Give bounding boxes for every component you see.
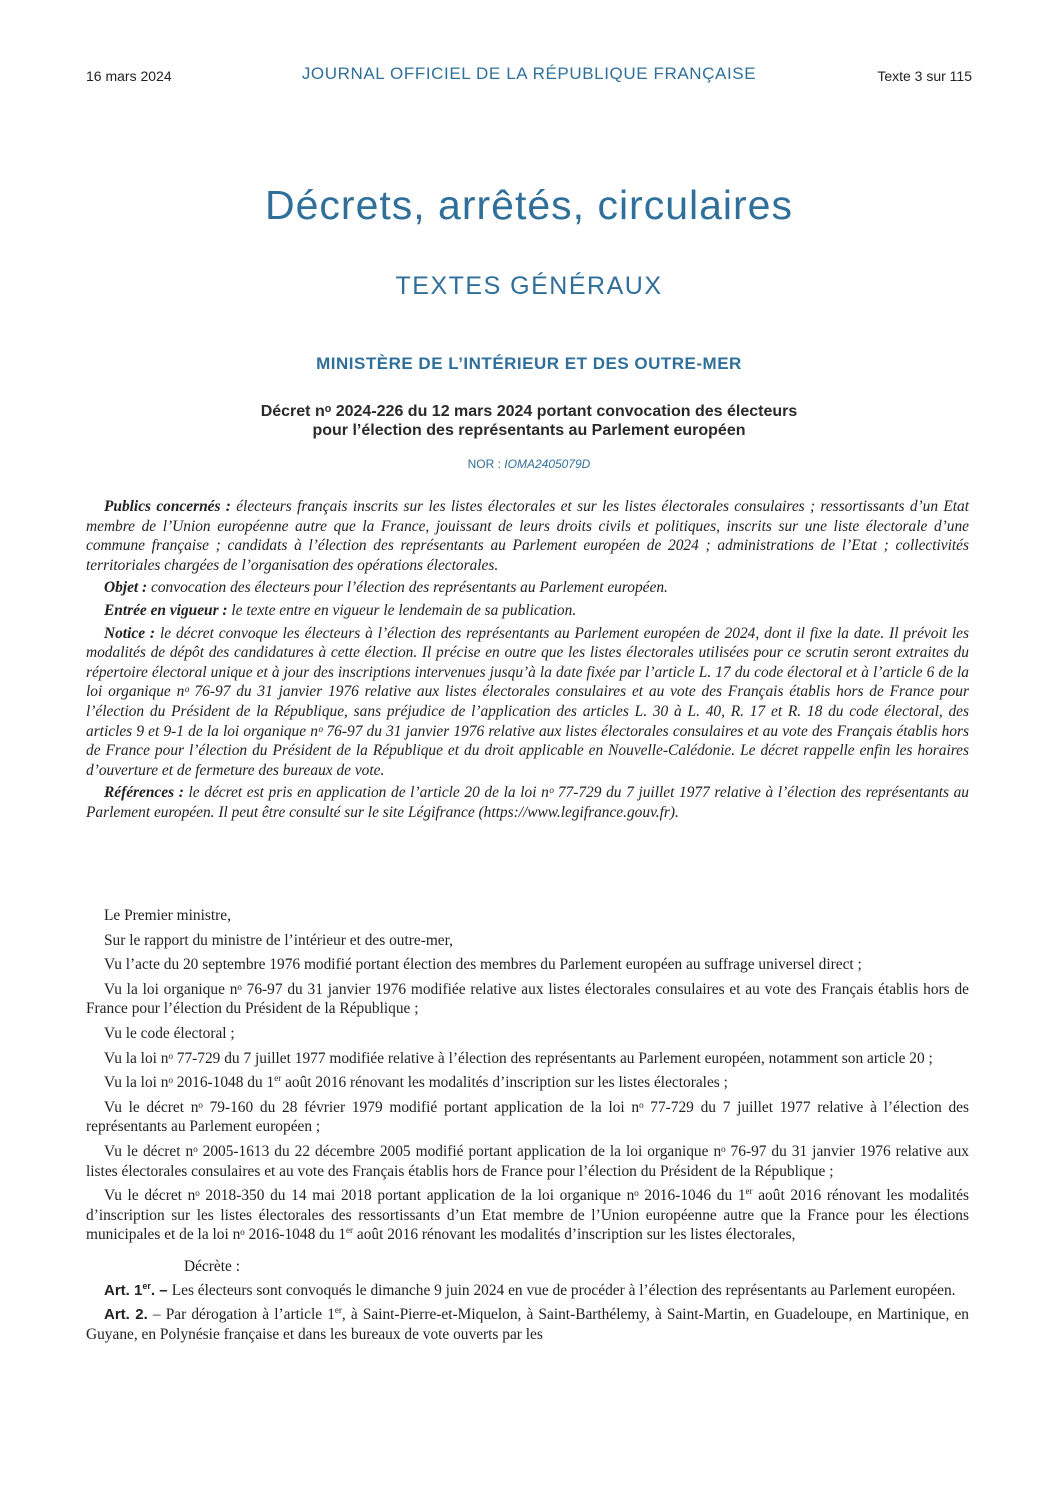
visa-5-text-a: Vu la loi nᵒ 2016-1048 du 1 (104, 1074, 275, 1092)
header-text-number: Texte 3 sur 115 (877, 68, 972, 84)
article-1-dash: . – (150, 1281, 172, 1299)
visa-8-text-a: Vu le décret nᵒ 2018-350 du 14 mai 2018 portant application de la loi organique nᵒ 2016-1046 du 1 (104, 1187, 746, 1205)
article-2-label: Art. 2. (104, 1306, 148, 1324)
notice-references-label: Références : (104, 784, 184, 802)
decree-title (150, 402, 908, 440)
visa-8-text-c: août 2016 rénovant les modalités d’inscription sur les listes électorales, (353, 1226, 796, 1244)
decrete: Décrète : (184, 1257, 240, 1275)
nor-label: NOR : (467, 457, 505, 471)
visa-8-sup-2: er (346, 1225, 354, 1236)
header-date: 16 mars 2024 (86, 68, 172, 84)
visa-1: Vu l’acte du 20 septembre 1976 modifié portant élection des membres du Parlement européen au suffrage universel direct ; (104, 956, 862, 974)
article-1-label-text: Art. 1 (104, 1281, 143, 1299)
notice-entree-label: Entrée en vigueur : (104, 601, 228, 619)
notice-entree (86, 601, 969, 621)
article-2-text-a: Par dérogation à l’article 1 (165, 1306, 335, 1324)
notice-entree-text: le texte entre en vigueur le lendemain de sa publication. (227, 601, 577, 619)
visa-8-text-b: août 2016 rénovant les modalités d’inscription sur les listes électorales des ressortissants d’un Etat membre de l’Union européenne autre que la France pour les élections municipales et de la loi nᵒ 2016-1048 du 1 (86, 1187, 969, 1244)
decree-title-line2: pour l’élection des représentants au Parlement européen (312, 422, 746, 439)
notice-notice-label: Notice : (104, 624, 156, 642)
article-1 (86, 1281, 969, 1301)
visa-5 (86, 1073, 969, 1093)
article-1-label (104, 1282, 172, 1299)
header-journal-title: JOURNAL OFFICIEL DE LA RÉPUBLIQUE FRANÇAISE (301, 64, 757, 83)
visa-8 (86, 1186, 969, 1245)
visa-3: Vu le code électoral ; (104, 1024, 235, 1042)
visa-5-sup: er (274, 1073, 282, 1084)
subsection-title: TEXTES GÉNÉRAUX (395, 272, 663, 300)
visa-8-sup-1: er (745, 1186, 753, 1196)
visa-2: Vu la loi organique nᵒ 76-97 du 31 janvier 1976 modifiée relative aux listes électorales consulaires et au vote des Français établis hors de France pour l’élection du Président de la République ; (86, 980, 969, 1018)
nor-reference (0, 457, 1058, 471)
notice-references-text: le décret est pris en application de l’article 20 de la loi nᵒ 77-729 du 7 juillet 1977 relative à l’élection des représentants au Parlement européen. Il peut être consulté sur le site Légifrance (https://www.legifrance.gouv.fr). (86, 784, 969, 821)
section-title: Décrets, arrêtés, circulaires (265, 182, 793, 228)
visa-4: Vu la loi nᵒ 77-729 du 7 juillet 1977 modifiée relative à l’élection des représentants au Parlement européen, notamment son article 20 ; (104, 1049, 933, 1067)
article-1-text: Les électeurs sont convoqués le dimanche 9 juin 2024 en vue de procéder à l’élection des représentants au Parlement européen. (171, 1281, 956, 1299)
visa-5-text-b: août 2016 rénovant les modalités d’inscription sur les listes électorales ; (281, 1074, 728, 1092)
notice-publics-label: Publics concernés : (104, 498, 231, 515)
nor-value: IOMA2405079D (504, 457, 591, 471)
article-2 (86, 1305, 969, 1344)
page-header (86, 64, 972, 86)
article-2-text-b: , à Saint-Pierre-et-Miquelon, à Saint-Barthélemy, à Saint-Martin, en Guadeloupe, en Martinique, en Guyane, en Polynésie française et dans les bureaux de vote ouverts par les (86, 1306, 969, 1343)
premier-ministre: Le Premier ministre, (104, 907, 231, 924)
notice-objet (86, 578, 969, 598)
notice-publics-text: électeurs français inscrits sur les listes électorales et sur les listes électorales consulaires ; ressortissants d’un Etat membre de l’Union européenne autre que la France, jouissant de leurs droits civils et politiques, inscrits sur une liste électorale d’une commune française ; candidats à l’élection des représentants au Parlement européen de 2024 ; administrations de l’Etat ; collectivités territoriales chargées de l’organisation des opérations électorales. (86, 498, 969, 574)
ministry-title: MINISTÈRE DE L’INTÉRIEUR ET DES OUTRE-MER (316, 354, 742, 373)
notice-objet-label: Objet : (104, 579, 148, 597)
article-1-label-sup: er (142, 1280, 151, 1291)
notice-publics (86, 497, 969, 575)
visa-6: Vu le décret nᵒ 79-160 du 28 février 1979 modifié portant application de la loi nᵒ 77-729 du 7 juillet 1977 relative à l’élection des représentants au Parlement européen ; (86, 1098, 969, 1136)
notice-notice-text: le décret convoque les électeurs à l’élection des représentants au Parlement européen de 2024, dont il fixe la date. Il prévoit les modalités de dépôt des candidatures à cette élection. Il précise en outre que les listes électorales utilisées pour ce scrutin seront extraites du répertoire électoral unique et à jour des inscriptions intervenues jusqu’à la date fixée par l’article L. 17 du code électoral et à l’article 6 de la loi organique nᵒ 76-97 du 31 janvier 1976 relative aux listes électorales consulaires et au vote des Français établis hors de France pour l’élection du Président de la République, sans préjudice de l’application des articles L. 30 à L. 40, R. 17 et R. 18 du code électoral, des articles 9 et 9-1 de la loi organique nᵒ 76-97 du 31 janvier 1976 relative aux listes électorales consulaires et au vote des Français établis hors de France pour l’élection du Président de la République et du droit applicable en Nouvelle-Calédonie. Le décret rappelle enfin les horaires d’ouverture et de fermeture des bureaux de vote. (86, 624, 969, 779)
notice-notice (86, 624, 969, 781)
notice-objet-text: convocation des électeurs pour l’élection des représentants au Parlement européen. (147, 579, 668, 597)
article-2-sup: er (334, 1304, 342, 1315)
notice-references (86, 783, 969, 822)
decree-title-line1: Décret nᵒ 2024-226 du 12 mars 2024 portant convocation des électeurs (260, 403, 798, 420)
visa-7: Vu le décret nᵒ 2005-1613 du 22 décembre 2005 modifié portant application de la loi organique nᵒ 76-97 du 31 janvier 1976 relative aux listes électorales consulaires et au vote des Français établis hors de France pour l’élection du Président de la République ; (86, 1142, 969, 1180)
notice-block (86, 497, 969, 826)
rapport: Sur le rapport du ministre de l’intérieur et des outre-mer, (104, 931, 453, 949)
decree-body (86, 906, 969, 1349)
article-2-dash: – (147, 1306, 166, 1324)
